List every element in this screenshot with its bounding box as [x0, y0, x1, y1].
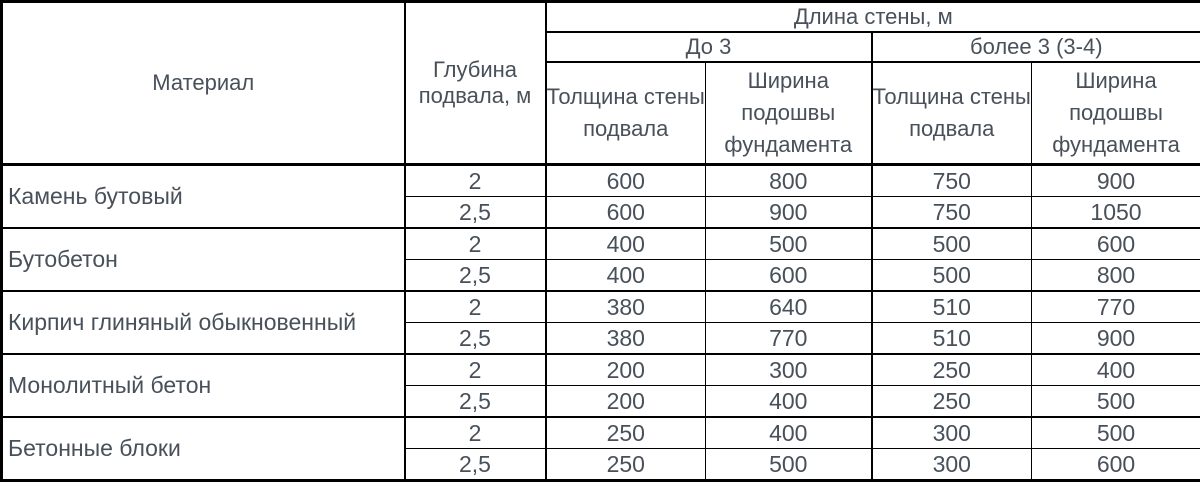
- value-cell: 300: [872, 449, 1032, 481]
- value-cell: 250: [872, 354, 1032, 386]
- table-row: [2, 291, 1200, 323]
- header-row-wall-length: [2, 2, 1200, 33]
- table-header: [2, 2, 1200, 165]
- value-cell: 500: [706, 449, 872, 481]
- value-cell: 500: [1032, 386, 1200, 418]
- header-footing-width-1: Ширина подошвы фундамента: [706, 62, 872, 165]
- value-cell: 1050: [1032, 197, 1200, 229]
- table-row: [2, 228, 1200, 260]
- value-cell: 400: [1032, 354, 1200, 386]
- value-cell: 600: [546, 165, 706, 197]
- depth-cell: 2: [405, 165, 546, 197]
- header-group-more3: более 3 (3-4): [872, 32, 1200, 62]
- value-cell: 250: [546, 417, 706, 449]
- table-row: [2, 417, 1200, 449]
- depth-cell: 2,5: [405, 197, 546, 229]
- header-basement-depth: Глубина подвала, м: [405, 2, 546, 165]
- value-cell: 250: [546, 449, 706, 481]
- material-cell: Камень бутовый: [2, 165, 405, 229]
- value-cell: 400: [706, 386, 872, 418]
- value-cell: 500: [706, 228, 872, 260]
- material-cell: Бетонные блоки: [2, 417, 405, 481]
- depth-cell: 2,5: [405, 386, 546, 418]
- value-cell: 380: [546, 291, 706, 323]
- value-cell: 900: [1032, 323, 1200, 355]
- value-cell: 800: [706, 165, 872, 197]
- value-cell: 800: [1032, 260, 1200, 292]
- value-cell: 600: [706, 260, 872, 292]
- value-cell: 400: [546, 228, 706, 260]
- table-row: [2, 354, 1200, 386]
- value-cell: 900: [1032, 165, 1200, 197]
- value-cell: 500: [872, 228, 1032, 260]
- value-cell: 600: [1032, 228, 1200, 260]
- depth-cell: 2,5: [405, 449, 546, 481]
- value-cell: 770: [1032, 291, 1200, 323]
- value-cell: 900: [706, 197, 872, 229]
- depth-cell: 2: [405, 291, 546, 323]
- value-cell: 300: [706, 354, 872, 386]
- header-group-upto3: До 3: [546, 32, 872, 62]
- material-cell: Бутобетон: [2, 228, 405, 291]
- value-cell: 640: [706, 291, 872, 323]
- value-cell: 600: [1032, 449, 1200, 481]
- header-wall-length: Длина стены, м: [546, 2, 1200, 33]
- table-body: [2, 165, 1200, 481]
- header-wall-thickness-2: Толщина стены подвала: [872, 62, 1032, 165]
- table-row: [2, 165, 1200, 197]
- value-cell: 750: [872, 165, 1032, 197]
- header-footing-width-2: Ширина подошвы фундамента: [1032, 62, 1200, 165]
- depth-cell: 2,5: [405, 260, 546, 292]
- material-cell: Кирпич глиняный обыкновенный: [2, 291, 405, 354]
- header-wall-thickness-1: Толщина стены подвала: [546, 62, 706, 165]
- value-cell: 750: [872, 197, 1032, 229]
- material-cell: Монолитный бетон: [2, 354, 405, 417]
- value-cell: 400: [546, 260, 706, 292]
- header-material: Материал: [2, 2, 405, 165]
- value-cell: 600: [546, 197, 706, 229]
- value-cell: 500: [1032, 417, 1200, 449]
- depth-cell: 2: [405, 228, 546, 260]
- value-cell: 400: [706, 417, 872, 449]
- depth-cell: 2,5: [405, 323, 546, 355]
- value-cell: 200: [546, 386, 706, 418]
- value-cell: 380: [546, 323, 706, 355]
- value-cell: 500: [872, 260, 1032, 292]
- depth-cell: 2: [405, 417, 546, 449]
- value-cell: 250: [872, 386, 1032, 418]
- value-cell: 510: [872, 323, 1032, 355]
- value-cell: 200: [546, 354, 706, 386]
- depth-cell: 2: [405, 354, 546, 386]
- value-cell: 300: [872, 417, 1032, 449]
- value-cell: 770: [706, 323, 872, 355]
- value-cell: 510: [872, 291, 1032, 323]
